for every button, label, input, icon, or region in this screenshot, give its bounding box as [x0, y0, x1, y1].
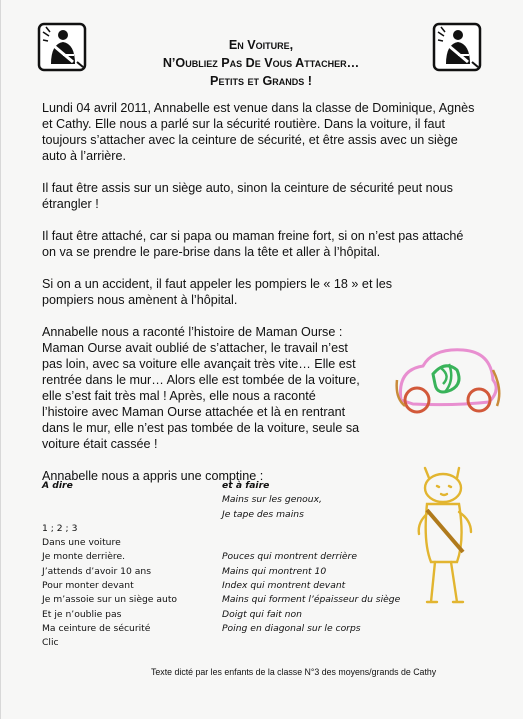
- seatbelt-sign-icon: [432, 22, 482, 72]
- comptine-say: Dans une voiture: [42, 537, 121, 549]
- paragraph-accident: Si on a un accident, il faut appeler les pompiers le « 18 » et les pompiers nous amènent à l’hôpital.: [42, 277, 393, 307]
- comptine-say-header: A dire: [42, 480, 73, 491]
- comptine-row: [42, 637, 422, 651]
- comptine-header-row: [42, 480, 422, 494]
- comptine-row: [42, 523, 422, 537]
- comptine-row: [42, 623, 422, 637]
- title-line-1: En Voiture,: [228, 38, 294, 52]
- page-title: [111, 36, 411, 90]
- comptine-say: 1 ; 2 ; 3: [42, 522, 78, 534]
- comptine-row: [42, 594, 422, 608]
- paragraph-intro: Lundi 04 avril 2011, Annabelle est venue dans la classe de Dominique, Agnès et Cathy. Elle nous a parlé sur la sécurité routière. Dans la voiture, il faut toujours s’attacher avec la ceinture de sécurité, et être assis avec un siège auto à l’arrière.: [42, 101, 475, 163]
- comptine-do: Poing en diagonal sur le corps: [222, 622, 361, 634]
- paragraph-maman-ourse: Annabelle nous a raconté l’histoire de Maman Ourse : Maman Ourse avait oublié de s’attacher, le travail n’est pas loin, avec sa voiture elle avançait très vite… Elle est rentrée dans le mur… Alors elle est tombée de la voiture, elle s’est fait très mal ! Après, elle nous a raconté l’histoire avec Maman Ourse attachée et là en rentrant dans le mur, elle n’est pas tombée de la voiture, seule sa voiture était cassée !: [42, 325, 360, 451]
- comptine-say: Pour monter devant: [42, 580, 134, 592]
- paragraph-attache: Il faut être attaché, car si papa ou maman freine fort, si on n’est pas attaché on va se prendre le pare-brise dans la tête et aller à l’hôpital.: [42, 229, 464, 259]
- comptine: [42, 480, 422, 652]
- car-drawing: [393, 340, 505, 418]
- comptine-do: Je tape des mains: [222, 508, 304, 520]
- comptine-do: Mains qui montrent 10: [222, 565, 327, 577]
- comptine-row: [42, 509, 422, 523]
- title-line-2: N’Oubliez Pas De Vous Attacher…: [162, 56, 360, 70]
- comptine-row: [42, 580, 422, 594]
- comptine-say: Et je n’oublie pas: [42, 608, 122, 620]
- bear-drawing: [413, 462, 477, 612]
- comptine-row: [42, 551, 422, 565]
- comptine-say: J’attends d’avoir 10 ans: [42, 565, 152, 577]
- comptine-row: [42, 609, 422, 623]
- comptine-say: Ma ceinture de sécurité: [42, 622, 151, 634]
- comptine-say: Clic: [42, 637, 59, 649]
- paragraph-siege: Il faut être assis sur un siège auto, sinon la ceinture de sécurité peut nous étrangler !: [42, 181, 453, 211]
- footer-note: Texte dicté par les enfants de la classe N°3 des moyens/grands de Cathy: [151, 667, 437, 677]
- comptine-do: Mains sur les genoux,: [222, 494, 322, 506]
- seatbelt-sign-icon: [37, 22, 87, 72]
- comptine-say: Je m’assoie sur un siège auto: [42, 594, 178, 606]
- comptine-do: Pouces qui montrent derrière: [222, 551, 357, 563]
- article-body: [42, 100, 482, 484]
- comptine-do: Mains qui forment l’épaisseur du siège: [222, 594, 401, 606]
- comptine-do: Index qui montrent devant: [222, 580, 346, 592]
- comptine-do-header: et à faire: [222, 480, 270, 491]
- comptine-row: [42, 566, 422, 580]
- title-line-3: Petits et Grands !: [210, 74, 312, 88]
- comptine-do: Doigt qui fait non: [222, 608, 302, 620]
- comptine-say: Je monte derrière.: [42, 551, 126, 563]
- comptine-row: [42, 537, 422, 551]
- comptine-row: [42, 494, 422, 508]
- paragraph-comptine-intro: Annabelle nous a appris une comptine :: [42, 469, 264, 483]
